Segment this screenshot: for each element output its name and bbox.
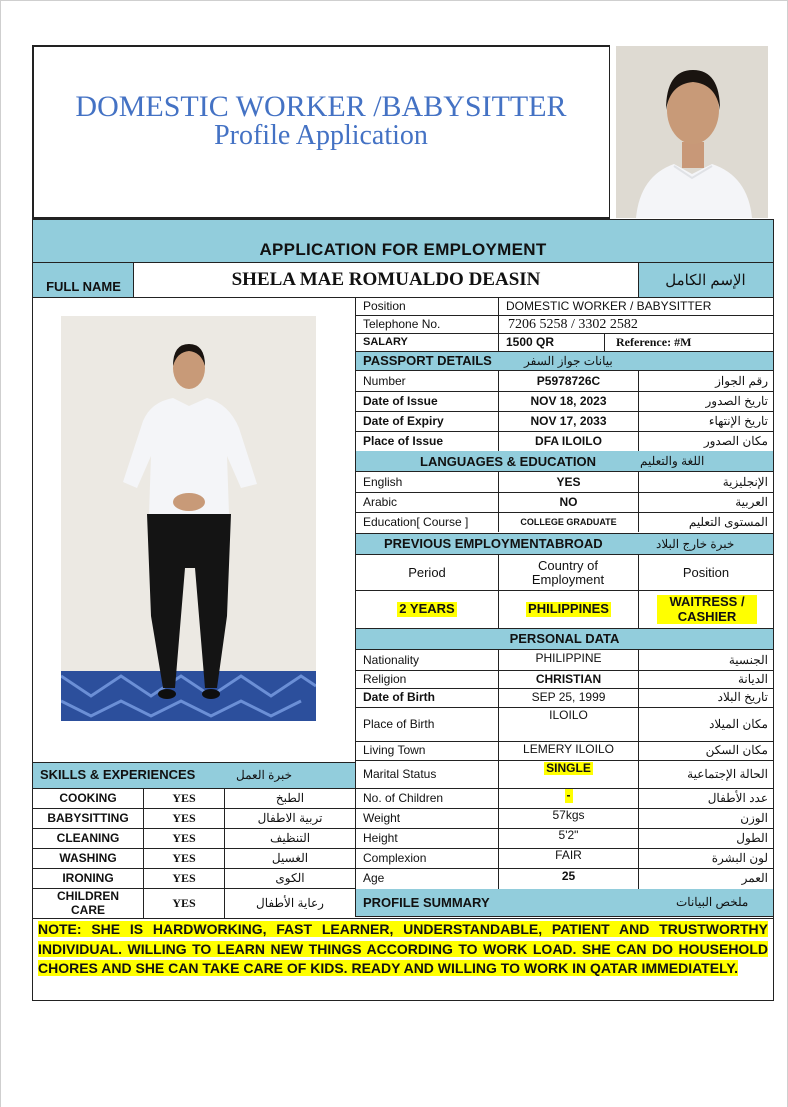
skills-header-arabic: خبرة العمل <box>236 767 293 782</box>
english-value: YES <box>556 474 581 489</box>
period-column-header: Period <box>408 564 446 580</box>
height-label: Height <box>363 830 398 845</box>
children-label: No. of Children <box>363 790 444 805</box>
nationality-label: Nationality <box>363 653 420 668</box>
marital-status-label: Marital Status <box>363 766 437 781</box>
skill-ironing-value: YES <box>172 870 196 885</box>
skill-washing-label: WASHING <box>59 850 117 865</box>
religion-value: CHRISTIAN <box>535 671 602 686</box>
skill-babysitting-value: YES <box>172 810 196 825</box>
skill-cooking-label: COOKING <box>59 790 117 805</box>
skill-cleaning-label: CLEANING <box>56 830 120 845</box>
skill-washing-arabic: الغسيل <box>271 850 309 865</box>
passport-number-arabic: رقم الجواز <box>715 373 768 388</box>
place-of-birth-arabic: مكان الميلاد <box>709 716 768 731</box>
skill-cooking-arabic: الطبخ <box>275 790 305 805</box>
page-title: DOMESTIC WORKER /BABYSITTER <box>75 89 567 123</box>
living-town-arabic: مكان السكن <box>705 743 768 758</box>
nationality-value: PHILIPPINE <box>535 651 602 666</box>
place-of-birth-label: Place of Birth <box>363 716 435 731</box>
arabic-language-label: Arabic <box>363 494 398 509</box>
place-of-issue-value: DFA ILOILO <box>535 433 602 448</box>
height-arabic: الطول <box>736 830 768 845</box>
passport-header-arabic: بيانات جواز السفر <box>524 353 613 368</box>
summary-header: PROFILE SUMMARY <box>363 894 490 910</box>
date-of-birth-label: Date of Birth <box>363 690 435 705</box>
weight-label: Weight <box>363 810 401 825</box>
place-of-issue-label: Place of Issue <box>363 433 444 448</box>
skill-cooking-value: YES <box>172 790 196 805</box>
skill-children-care-value: YES <box>172 895 196 910</box>
children-text: - <box>566 788 571 803</box>
reference-value: Reference: #M <box>616 334 692 349</box>
passport-number-value: P5978726C <box>536 373 601 388</box>
skills-header: SKILLS & EXPERIENCES <box>40 767 196 783</box>
religion-label: Religion <box>363 671 407 686</box>
full-name-value: SHELA MAE ROMUALDO DEASIN <box>231 268 541 290</box>
arabic-language-arabic: العربية <box>735 494 768 509</box>
form-border <box>32 219 774 1001</box>
complexion-value: FAIR <box>555 848 582 863</box>
headshot-photo <box>616 46 768 218</box>
skill-babysitting-label: BABYSITTING <box>47 810 129 825</box>
age-label: Age <box>363 871 385 886</box>
skill-ironing-arabic: الكوى <box>275 870 305 885</box>
place-of-birth-value: ILOILO <box>549 707 588 722</box>
arabic-language-value: NO <box>559 494 578 509</box>
salary-value: 1500 QR <box>506 334 555 349</box>
country-column-header: Country of Employment <box>531 557 605 587</box>
summary-header-arabic: ملخص البيانات <box>676 895 749 910</box>
religion-arabic: الديانة <box>737 671 768 686</box>
education-label: Education[ Course ] <box>363 514 469 529</box>
position-column-header: Position <box>682 564 730 580</box>
profile-note-text: NOTE: SHE IS HARDWORKING, FAST LEARNER, UNDERSTANDABLE, PATIENT AND TRUSTWORTHY INDIVIDUAL. WILLING TO LEARN NEW THINGS ACCORDING TO WORK LOAD. SHE CAN DO HOUSEHOLD CHORES AND SHE CAN TAKE CARE OF KIDS. READY AND WILLING TO WORK IN QATAR IMMEDIATELY. <box>38 921 768 976</box>
children-arabic: عدد الأطفال <box>707 790 768 805</box>
passport-header: PASSPORT DETAILS <box>363 353 492 369</box>
salary-label: SALARY <box>363 335 408 348</box>
education-value: COLLEGE GRADUATE <box>520 516 617 527</box>
date-of-expiry-arabic: تاريخ الإنتهاء <box>708 413 768 428</box>
marital-status-text: SINGLE <box>546 760 591 775</box>
personal-header: PERSONAL DATA <box>509 631 620 647</box>
marital-status-arabic: الحالة الإجتماعية <box>687 766 768 781</box>
telephone-label: Telephone No. <box>363 316 441 331</box>
education-arabic: المستوى التعليم <box>688 514 768 529</box>
complexion-label: Complexion <box>363 850 427 865</box>
passport-number-label: Number <box>363 373 406 388</box>
position-value: DOMESTIC WORKER / BABYSITTER <box>506 298 712 313</box>
position-label: Position <box>363 298 406 313</box>
skill-children-care-arabic: رعاية الأطفال <box>256 895 324 910</box>
living-town-label: Living Town <box>363 743 426 758</box>
weight-value: 57kgs <box>552 808 585 823</box>
skill-cleaning-value: YES <box>172 830 196 845</box>
previous-country-text: PHILIPPINES <box>528 601 609 617</box>
date-of-expiry-label: Date of Expiry <box>363 413 444 428</box>
banner-title: APPLICATION FOR EMPLOYMENT <box>259 239 547 259</box>
english-arabic: الإنجليزية <box>722 474 768 489</box>
living-town-value: LEMERY ILOILO <box>523 741 614 756</box>
full-name-arabic: الإسم الكامل <box>665 271 746 289</box>
rule <box>32 918 774 919</box>
skill-cleaning-arabic: التنظيف <box>269 830 311 845</box>
skill-washing-value: YES <box>172 850 196 865</box>
weight-arabic: الوزن <box>740 810 768 825</box>
skill-babysitting-arabic: تربية الاطفال <box>257 810 323 825</box>
date-of-expiry-value: NOV 17, 2033 <box>530 413 607 428</box>
date-of-birth-arabic: تاريخ البلاد <box>717 690 768 705</box>
previous-header-arabic: خبرة خارج البلاد <box>656 536 735 551</box>
date-of-issue-value: NOV 18, 2023 <box>530 393 607 408</box>
date-of-issue-label: Date of Issue <box>363 393 438 408</box>
previous-period-text: 2 YEARS <box>399 601 455 617</box>
place-of-issue-arabic: مكان الصدور <box>703 433 768 448</box>
date-of-birth-value: SEP 25, 1999 <box>531 690 606 705</box>
telephone-value: 7206 5258 / 3302 2582 <box>508 316 638 332</box>
height-value: 5'2" <box>558 828 579 843</box>
date-of-issue-arabic: تاريخ الصدور <box>705 393 768 408</box>
profile-note <box>38 920 768 996</box>
age-arabic: العمر <box>741 871 768 886</box>
skill-ironing-label: IRONING <box>62 870 114 885</box>
full-name-label: FULL NAME <box>46 278 121 294</box>
nationality-arabic: الجنسية <box>728 653 768 668</box>
age-value: 25 <box>561 869 576 884</box>
english-label: English <box>363 474 403 489</box>
previous-header: PREVIOUS EMPLOYMENTABROAD <box>384 536 603 552</box>
skill-children-care-label: CHILDREN CARE <box>57 889 119 917</box>
page-subtitle: Profile Application <box>214 119 428 151</box>
complexion-arabic: لون البشرة <box>711 850 768 865</box>
languages-header-arabic: اللغة والتعليم <box>640 454 705 469</box>
languages-header: LANGUAGES & EDUCATION <box>420 453 596 469</box>
previous-position-text: WAITRESS / CASHIER <box>657 595 757 624</box>
